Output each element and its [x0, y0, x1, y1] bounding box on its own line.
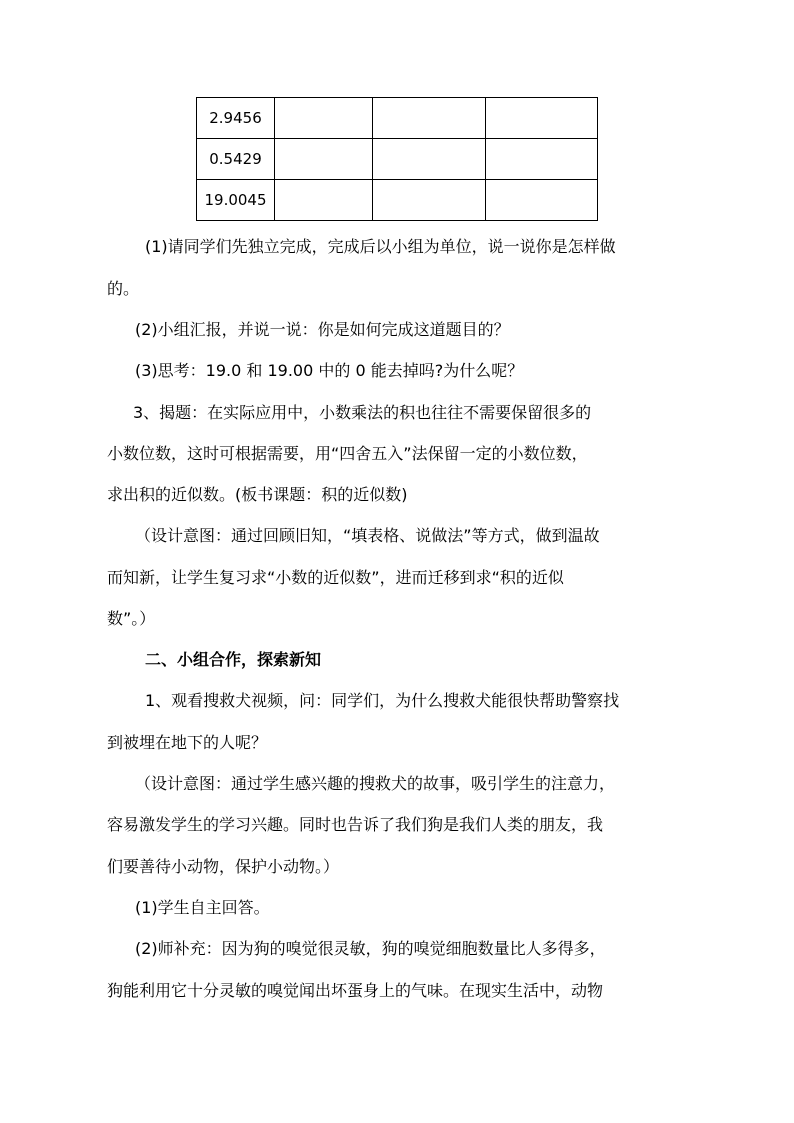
table-row: [197, 139, 598, 180]
section-heading: 二、小组合作，探索新知: [145, 650, 322, 669]
step-2-report: (2)小组汇报，并说一说：你是如何完成这道题目的？: [135, 320, 510, 339]
design-intent-note: （设计意图：通过回顾旧知，“填表格、说做法”等方式，做到温故: [135, 526, 600, 545]
student-answer-step: (1)学生自主回答。: [135, 898, 270, 917]
design-intent-note-end: 数”。）: [107, 609, 156, 628]
table-cell-blank: [486, 180, 598, 221]
table-cell-blank: [373, 139, 486, 180]
table-cell-blank: [373, 98, 486, 139]
table-cell: 2.9456: [197, 98, 275, 139]
table-cell-blank: [275, 98, 373, 139]
table-cell-blank: [486, 98, 598, 139]
table-cell: 19.0045: [197, 180, 275, 221]
teacher-supplement-paragraph-cont: 狗能利用它十分灵敏的嗅觉闻出坏蛋身上的气味。在现实生活中，动物: [107, 981, 604, 1000]
table-row: [197, 98, 598, 139]
table-cell: 0.5429: [197, 139, 275, 180]
design-intent-note-2-end: 们要善待小动物，保护小动物。）: [107, 857, 340, 876]
design-intent-note-cont: 而知新，让学生复习求“小数的近似数”，进而迁移到求“积的近似: [107, 568, 564, 587]
reveal-topic-paragraph-end: 求出积的近似数。(板书课题：积的近似数): [107, 485, 408, 504]
table-cell-blank: [275, 180, 373, 221]
table-row: [197, 180, 598, 221]
step-1-instruction: (1)请同学们先独立完成，完成后以小组为单位，说一说你是怎样做: [145, 237, 616, 256]
table-cell-blank: [486, 139, 598, 180]
video-question-paragraph-cont: 到被埋在地下的人呢？: [107, 733, 268, 752]
design-intent-note-2: （设计意图：通过学生感兴趣的搜救犬的故事，吸引学生的注意力，: [135, 774, 616, 793]
approximation-table: [196, 97, 598, 221]
table-cell-blank: [373, 180, 486, 221]
step-1-instruction-cont: 的。: [107, 279, 140, 298]
step-3-think: (3)思考：19.0 和 19.00 中的 0 能去掉吗?为什么呢？: [135, 361, 524, 380]
teacher-supplement-paragraph: (2)师补充：因为狗的嗅觉很灵敏，狗的嗅觉细胞数量比人多得多，: [135, 939, 606, 958]
reveal-topic-paragraph: 3、揭题：在实际应用中，小数乘法的积也往往不需要保留很多的: [133, 403, 592, 422]
video-question-paragraph: 1、观看搜救犬视频，问：同学们，为什么搜救犬能很快帮助警察找: [145, 691, 620, 710]
reveal-topic-paragraph-cont: 小数位数，这时可根据需要，用“四舍五入”法保留一定的小数位数，: [107, 444, 588, 463]
design-intent-note-2-cont: 容易激发学生的学习兴趣。同时也告诉了我们狗是我们人类的朋友，我: [107, 815, 604, 834]
table-cell-blank: [275, 139, 373, 180]
